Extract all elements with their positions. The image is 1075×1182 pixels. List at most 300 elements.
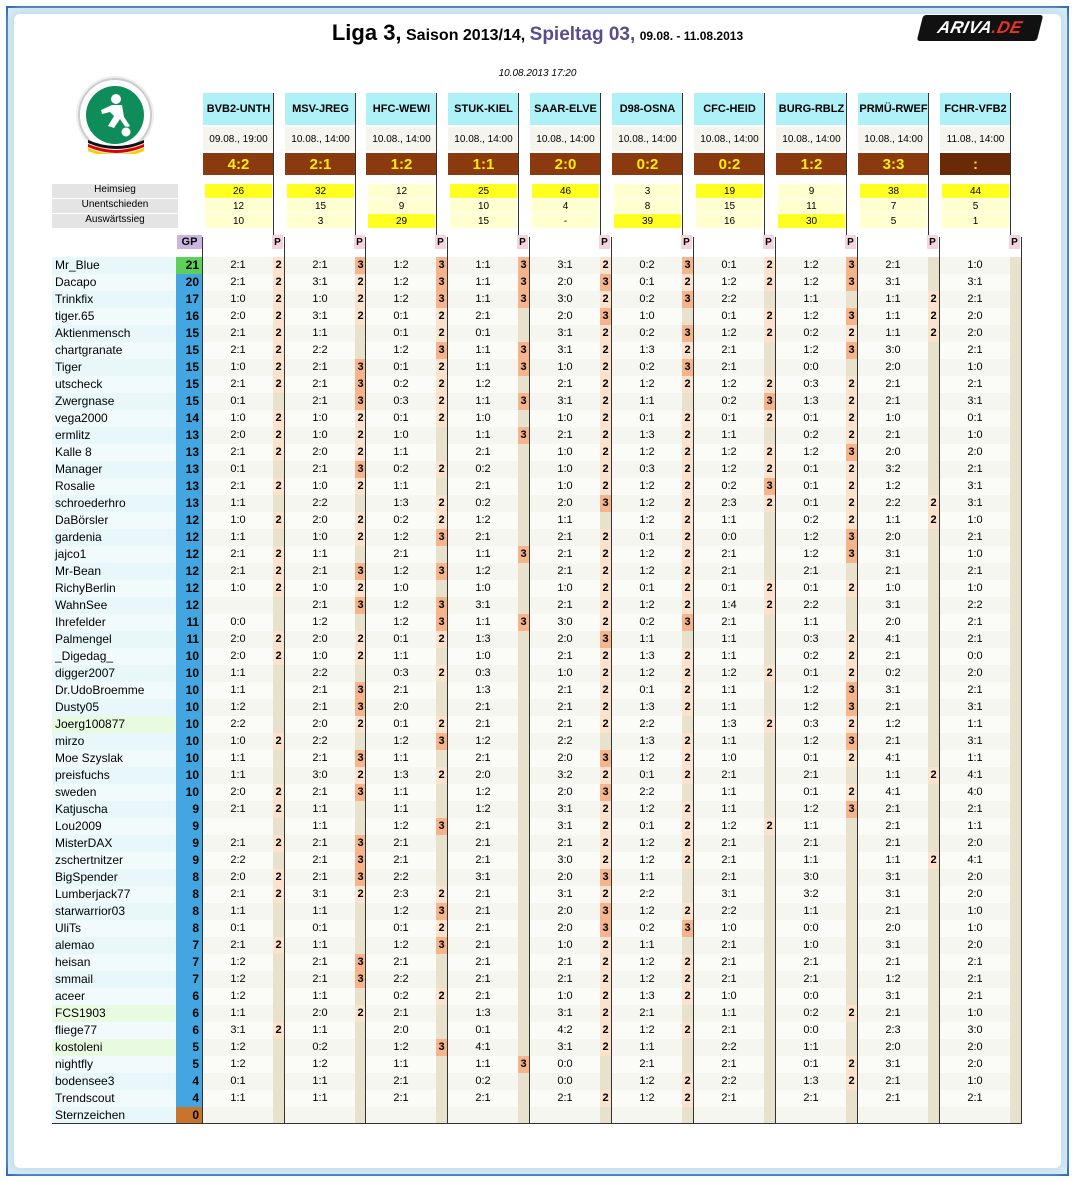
tip-points — [273, 1039, 284, 1056]
tip-cell: 0:1 — [612, 580, 682, 597]
tip-cell: 0:1 — [366, 325, 436, 342]
tip-points — [846, 1090, 857, 1107]
header-divider-7 — [846, 93, 847, 235]
table-row — [52, 325, 1022, 342]
league-title: Liga 3, — [331, 20, 402, 45]
player-name[interactable]: aceer — [52, 988, 176, 1005]
table-row — [52, 393, 1022, 410]
tip-points: 2 — [600, 699, 611, 716]
tip-cell — [940, 1107, 1010, 1124]
tip-points — [518, 376, 529, 393]
tip-cell: 2:1 — [530, 716, 600, 733]
tip-points: 3 — [355, 750, 366, 767]
tip-points: 2 — [436, 495, 447, 512]
tip-cell: 2:0 — [530, 784, 600, 801]
tip-cell: 0:2 — [448, 495, 518, 512]
player-name[interactable]: vega2000 — [52, 410, 176, 427]
tip-points — [1010, 1073, 1021, 1090]
tip-cell: 1:1 — [694, 427, 764, 444]
tip-cell: 2:3 — [858, 1022, 928, 1039]
player-name[interactable]: bodensee3 — [52, 1073, 176, 1090]
tip-points: 3 — [518, 1056, 529, 1073]
tip-cell: 0:2 — [776, 427, 846, 444]
tip-cell: 0:1 — [285, 920, 355, 937]
player-name[interactable]: schroederhro — [52, 495, 176, 512]
tip-points: 2 — [273, 835, 284, 852]
tip-cell: 1:0 — [285, 410, 355, 427]
player-name[interactable]: Ihrefelder — [52, 614, 176, 631]
tip-cell: 2:1 — [940, 342, 1010, 359]
player-name[interactable]: Manager — [52, 461, 176, 478]
player-name[interactable]: Moe Szyslak — [52, 750, 176, 767]
tip-points: 3 — [436, 274, 447, 291]
tip-cell: 1:1 — [448, 274, 518, 291]
tip-cell: 2:0 — [530, 631, 600, 648]
tip-cell: 1:0 — [694, 750, 764, 767]
tip-count-home-8: 38 — [860, 184, 927, 198]
tip-cell: 1:0 — [612, 308, 682, 325]
tip-points — [846, 937, 857, 954]
tip-cell: 2:2 — [694, 903, 764, 920]
tip-cell: 3:1 — [530, 801, 600, 818]
match-result-5: 0:2 — [612, 153, 683, 175]
tip-cell: 1:3 — [612, 648, 682, 665]
tip-cell: 2:1 — [285, 852, 355, 869]
tip-points — [1010, 716, 1021, 733]
match-result-2: 1:2 — [366, 153, 437, 175]
tip-cell: 0:1 — [366, 410, 436, 427]
tip-points — [928, 716, 939, 733]
tip-points: 2 — [682, 512, 693, 529]
tip-points: 2 — [600, 852, 611, 869]
tip-points — [600, 512, 611, 529]
tip-cell: 2:1 — [285, 750, 355, 767]
tip-cell: 0:1 — [448, 1022, 518, 1039]
tip-points — [273, 920, 284, 937]
tip-cell: 1:2 — [776, 699, 846, 716]
tip-cell: 2:1 — [530, 376, 600, 393]
tip-cell: 1:2 — [448, 733, 518, 750]
table-row — [52, 308, 1022, 325]
match-code-8[interactable]: PRMÜ-RWEF — [858, 93, 929, 125]
player-name[interactable]: Mr-Bean — [52, 563, 176, 580]
player-points: 12 — [176, 546, 202, 563]
tip-points: 2 — [682, 597, 693, 614]
tip-cell: 1:1 — [448, 1056, 518, 1073]
player-name[interactable]: fliege77 — [52, 1022, 176, 1039]
player-name[interactable]: jajco1 — [52, 546, 176, 563]
tip-points: 2 — [846, 427, 857, 444]
player-points: 9 — [176, 835, 202, 852]
player-name[interactable]: mirzo — [52, 733, 176, 750]
tip-points — [273, 767, 284, 784]
tip-cell: 0:3 — [366, 665, 436, 682]
tip-cell: 1:1 — [203, 682, 273, 699]
tip-cell: 2:2 — [203, 716, 273, 733]
tip-count-home-5: 3 — [614, 184, 681, 198]
tip-points — [518, 886, 529, 903]
player-points: 5 — [176, 1039, 202, 1056]
table-row — [52, 648, 1022, 665]
tip-cell: 0:1 — [776, 1056, 846, 1073]
tip-cell: 2:1 — [694, 937, 764, 954]
player-name[interactable]: WahnSee — [52, 597, 176, 614]
tip-points — [846, 1022, 857, 1039]
player-name[interactable]: Zwergnase — [52, 393, 176, 410]
player-name[interactable]: Lumberjack77 — [52, 886, 176, 903]
match-result-3: 1:1 — [448, 153, 519, 175]
tip-cell: 0:2 — [612, 257, 682, 274]
tip-points — [436, 750, 447, 767]
tip-points: 3 — [355, 563, 366, 580]
tip-points: 2 — [682, 342, 693, 359]
tip-points — [928, 444, 939, 461]
tip-points — [273, 1056, 284, 1073]
tip-points — [1010, 359, 1021, 376]
column-divider-5 — [611, 237, 612, 1124]
brand-prefix: ARIVA — [935, 18, 995, 37]
player-name[interactable]: MisterDAX — [52, 835, 176, 852]
tip-cell: 1:1 — [694, 1005, 764, 1022]
match-code-4[interactable]: SAAR-ELVE — [530, 93, 601, 125]
match-code-5[interactable]: D98-OSNA — [612, 93, 683, 125]
tip-points: 3 — [846, 801, 857, 818]
tip-points: 2 — [600, 291, 611, 308]
player-points: 10 — [176, 750, 202, 767]
player-name[interactable]: Trendscout — [52, 1090, 176, 1107]
tip-points — [1010, 1039, 1021, 1056]
player-name[interactable]: heisan — [52, 954, 176, 971]
tip-points — [764, 1107, 775, 1124]
tip-points: 2 — [355, 716, 366, 733]
player-name[interactable]: Tiger — [52, 359, 176, 376]
tip-cell: 3:1 — [530, 342, 600, 359]
tip-points: 2 — [682, 801, 693, 818]
tip-cell: 0:1 — [612, 767, 682, 784]
tip-cell: 1:1 — [858, 291, 928, 308]
player-points: 8 — [176, 920, 202, 937]
tip-count-home-1: 32 — [287, 184, 354, 198]
tip-cell: 1:2 — [366, 274, 436, 291]
header-divider-4 — [600, 93, 601, 235]
tip-points — [1010, 580, 1021, 597]
match-code-6[interactable]: CFC-HEID — [694, 93, 765, 125]
tip-points — [518, 750, 529, 767]
tip-cell: 1:1 — [448, 393, 518, 410]
points-header-8: P — [927, 235, 938, 249]
tip-points — [600, 1073, 611, 1090]
player-name[interactable]: Rosalie — [52, 478, 176, 495]
tip-cell: 2:0 — [940, 308, 1010, 325]
player-name[interactable]: RichyBerlin — [52, 580, 176, 597]
tip-points — [273, 597, 284, 614]
player-name[interactable]: gardenia — [52, 529, 176, 546]
tip-cell: 0:3 — [776, 716, 846, 733]
season-title: Saison 2013/14, — [406, 27, 526, 44]
table-row — [52, 1056, 1022, 1073]
tip-cell: 0:1 — [366, 359, 436, 376]
player-name[interactable]: utscheck — [52, 376, 176, 393]
match-code-1[interactable]: MSV-JREG — [285, 93, 356, 125]
tip-cell: 2:0 — [203, 308, 273, 325]
tip-points: 3 — [355, 971, 366, 988]
ranking-table — [52, 257, 1022, 1124]
tip-points: 3 — [846, 529, 857, 546]
tip-points — [764, 954, 775, 971]
player-name[interactable]: Mr_Blue — [52, 257, 176, 274]
player-name[interactable]: Dusty05 — [52, 699, 176, 716]
tip-cell: 2:1 — [858, 1090, 928, 1107]
player-name[interactable]: Katjuscha — [52, 801, 176, 818]
tip-cell: 3:1 — [940, 699, 1010, 716]
tip-count-home-2: 12 — [368, 184, 435, 198]
tip-points — [1010, 461, 1021, 478]
tip-cell: 1:0 — [203, 359, 273, 376]
tip-points — [764, 1005, 775, 1022]
tip-points — [928, 478, 939, 495]
tip-cell: 3:0 — [285, 767, 355, 784]
tip-cell: 1:1 — [694, 512, 764, 529]
tip-cell: 1:3 — [366, 495, 436, 512]
match-result-8: 3:3 — [858, 153, 929, 175]
tip-points — [1010, 342, 1021, 359]
player-name[interactable]: nightfly — [52, 1056, 176, 1073]
tip-points — [1010, 1056, 1021, 1073]
tip-cell: 2:1 — [366, 546, 436, 563]
player-name[interactable]: DaBörsler — [52, 512, 176, 529]
table-row — [52, 801, 1022, 818]
tip-points — [846, 359, 857, 376]
tip-points: 2 — [600, 546, 611, 563]
match-code-2[interactable]: HFC-WEWI — [366, 93, 437, 125]
match-code-7[interactable]: BURG-RBLZ — [776, 93, 847, 125]
tip-cell: 1:0 — [203, 512, 273, 529]
tip-cell: 0:3 — [776, 631, 846, 648]
player-name[interactable]: kostoleni — [52, 1039, 176, 1056]
tip-points — [436, 1073, 447, 1090]
tip-cell — [858, 1107, 928, 1124]
player-name[interactable]: Lou2009 — [52, 818, 176, 835]
tip-points: 2 — [846, 376, 857, 393]
table-row — [52, 971, 1022, 988]
tip-cell: 0:2 — [448, 1073, 518, 1090]
player-name[interactable]: Sternzeichen — [52, 1107, 176, 1124]
tip-cell: 1:2 — [203, 954, 273, 971]
tip-points — [846, 886, 857, 903]
tip-points — [436, 835, 447, 852]
tip-points — [1010, 971, 1021, 988]
tip-points: 3 — [436, 818, 447, 835]
tip-points — [764, 682, 775, 699]
player-name[interactable]: Aktienmensch — [52, 325, 176, 342]
player-name[interactable]: BigSpender — [52, 869, 176, 886]
tip-points — [518, 733, 529, 750]
match-result-1: 2:1 — [285, 153, 356, 175]
tip-cell: 1:2 — [858, 478, 928, 495]
tip-points — [1010, 495, 1021, 512]
player-name[interactable]: UliTs — [52, 920, 176, 937]
tip-cell: 2:2 — [366, 869, 436, 886]
ariva-logo[interactable] — [917, 15, 1043, 41]
player-points: 0 — [176, 1107, 202, 1124]
tip-cell: 0:0 — [776, 988, 846, 1005]
tip-cell: 2:1 — [858, 954, 928, 971]
tip-cell: 2:2 — [940, 597, 1010, 614]
tip-points — [1010, 563, 1021, 580]
tip-points — [764, 1039, 775, 1056]
tip-cell: 1:0 — [940, 903, 1010, 920]
tip-points: 2 — [436, 716, 447, 733]
tip-cell: 2:1 — [530, 546, 600, 563]
player-name[interactable]: FCS1903 — [52, 1005, 176, 1022]
tip-cell: 1:1 — [203, 665, 273, 682]
player-name[interactable]: digger2007 — [52, 665, 176, 682]
tip-points: 2 — [355, 512, 366, 529]
player-name[interactable]: starwarrior03 — [52, 903, 176, 920]
tip-cell: 2:0 — [858, 1039, 928, 1056]
column-divider-4 — [529, 237, 530, 1124]
date-range: 09.08. - 11.08.2013 — [639, 29, 744, 43]
player-name[interactable]: Palmengel — [52, 631, 176, 648]
points-header-1: P — [354, 235, 365, 249]
player-name[interactable]: preisfuchs — [52, 767, 176, 784]
tip-points: 3 — [764, 478, 775, 495]
tip-cell: 0:3 — [776, 376, 846, 393]
tip-cell: 3:1 — [285, 274, 355, 291]
player-name[interactable]: smmail — [52, 971, 176, 988]
match-date-8: 10.08., 14:00 — [858, 127, 929, 151]
tip-cell: 4:1 — [858, 750, 928, 767]
tip-points: 3 — [846, 308, 857, 325]
match-code-3[interactable]: STUK-KIEL — [448, 93, 519, 125]
tip-points — [928, 971, 939, 988]
tip-cell: 2:0 — [940, 886, 1010, 903]
tip-cell: 2:1 — [285, 461, 355, 478]
player-points: 12 — [176, 529, 202, 546]
tip-points: 2 — [436, 410, 447, 427]
tip-cell: 1:1 — [285, 325, 355, 342]
tip-cell: 2:1 — [448, 835, 518, 852]
tip-cell: 1:1 — [776, 291, 846, 308]
tip-points: 2 — [273, 733, 284, 750]
tip-cell: 1:2 — [694, 818, 764, 835]
tip-cell: 2:0 — [940, 325, 1010, 342]
tip-cell: 1:2 — [612, 852, 682, 869]
tip-cell: 0:2 — [285, 1039, 355, 1056]
tip-points — [1010, 682, 1021, 699]
tip-points — [518, 444, 529, 461]
tip-points: 2 — [600, 1005, 611, 1022]
tip-points: 2 — [764, 325, 775, 342]
tip-count-away-3: 15 — [450, 214, 517, 228]
player-name[interactable]: Joerg100877 — [52, 716, 176, 733]
tip-points: 2 — [600, 954, 611, 971]
tip-points — [1010, 529, 1021, 546]
tip-cell: 1:2 — [203, 988, 273, 1005]
tip-cell: 1:1 — [776, 818, 846, 835]
tip-cell: 2:1 — [366, 682, 436, 699]
tip-points: 3 — [355, 393, 366, 410]
tip-cell: 1:1 — [612, 631, 682, 648]
match-code-0[interactable]: BVB2-UNTH — [203, 93, 274, 125]
tip-cell: 1:2 — [694, 444, 764, 461]
player-name[interactable]: Kalle 8 — [52, 444, 176, 461]
tip-cell: 1:2 — [285, 614, 355, 631]
tip-points: 2 — [682, 835, 693, 852]
player-name[interactable]: ermlitz — [52, 427, 176, 444]
tip-cell: 1:0 — [366, 427, 436, 444]
tip-cell: 1:2 — [612, 750, 682, 767]
tip-cell: 2:1 — [694, 1056, 764, 1073]
tip-cell: 1:0 — [940, 546, 1010, 563]
tip-points — [518, 954, 529, 971]
player-name[interactable]: tiger.65 — [52, 308, 176, 325]
tip-cell: 1:2 — [448, 784, 518, 801]
player-name[interactable]: sweden — [52, 784, 176, 801]
match-date-0: 09.08., 19:00 — [203, 127, 274, 151]
player-name[interactable]: alemao — [52, 937, 176, 954]
tip-cell: 1:0 — [530, 359, 600, 376]
tip-points: 3 — [436, 937, 447, 954]
tip-cell: 2:0 — [530, 920, 600, 937]
tip-points: 2 — [273, 563, 284, 580]
tip-cell: 1:0 — [530, 444, 600, 461]
match-code-9[interactable]: FCHR-VFB2 — [940, 93, 1011, 125]
tip-cell: 1:2 — [776, 308, 846, 325]
tip-points: 3 — [682, 291, 693, 308]
tip-points — [846, 614, 857, 631]
tip-cell: 1:0 — [940, 427, 1010, 444]
tip-points: 3 — [436, 529, 447, 546]
tip-cell: 1:0 — [203, 410, 273, 427]
tip-points: 2 — [846, 495, 857, 512]
tip-points — [764, 784, 775, 801]
player-name[interactable]: Dr.UdoBroemme — [52, 682, 176, 699]
player-name[interactable]: _Digedag_ — [52, 648, 176, 665]
tip-cell: 3:0 — [858, 342, 928, 359]
match-date-3: 10.08., 14:00 — [448, 127, 519, 151]
player-points: 13 — [176, 478, 202, 495]
tip-cell: 1:1 — [285, 1022, 355, 1039]
tip-points — [928, 835, 939, 852]
tip-points: 2 — [928, 767, 939, 784]
column-divider-2 — [365, 237, 366, 1124]
tip-cell: 3:0 — [530, 291, 600, 308]
tip-cell: 2:1 — [940, 682, 1010, 699]
tip-cell — [694, 1107, 764, 1124]
tip-points: 2 — [764, 376, 775, 393]
tip-points: 2 — [600, 529, 611, 546]
player-name[interactable]: Trinkfix — [52, 291, 176, 308]
tip-cell: 3:1 — [940, 478, 1010, 495]
tip-points: 2 — [600, 767, 611, 784]
tip-points — [928, 1107, 939, 1124]
tip-cell: 3:1 — [858, 1056, 928, 1073]
player-name[interactable]: Dacapo — [52, 274, 176, 291]
tip-points — [518, 767, 529, 784]
tip-cell: 1:0 — [530, 478, 600, 495]
player-name[interactable]: zschertnitzer — [52, 852, 176, 869]
tip-cell: 0:1 — [776, 461, 846, 478]
column-divider-6 — [693, 237, 694, 1124]
tip-cell: 2:0 — [366, 699, 436, 716]
tip-cell: 3:2 — [776, 886, 846, 903]
tip-cell: 1:2 — [776, 444, 846, 461]
player-name[interactable]: chartgranate — [52, 342, 176, 359]
tip-cell: 1:3 — [612, 988, 682, 1005]
tip-points: 2 — [600, 325, 611, 342]
tip-cell: 1:2 — [448, 512, 518, 529]
